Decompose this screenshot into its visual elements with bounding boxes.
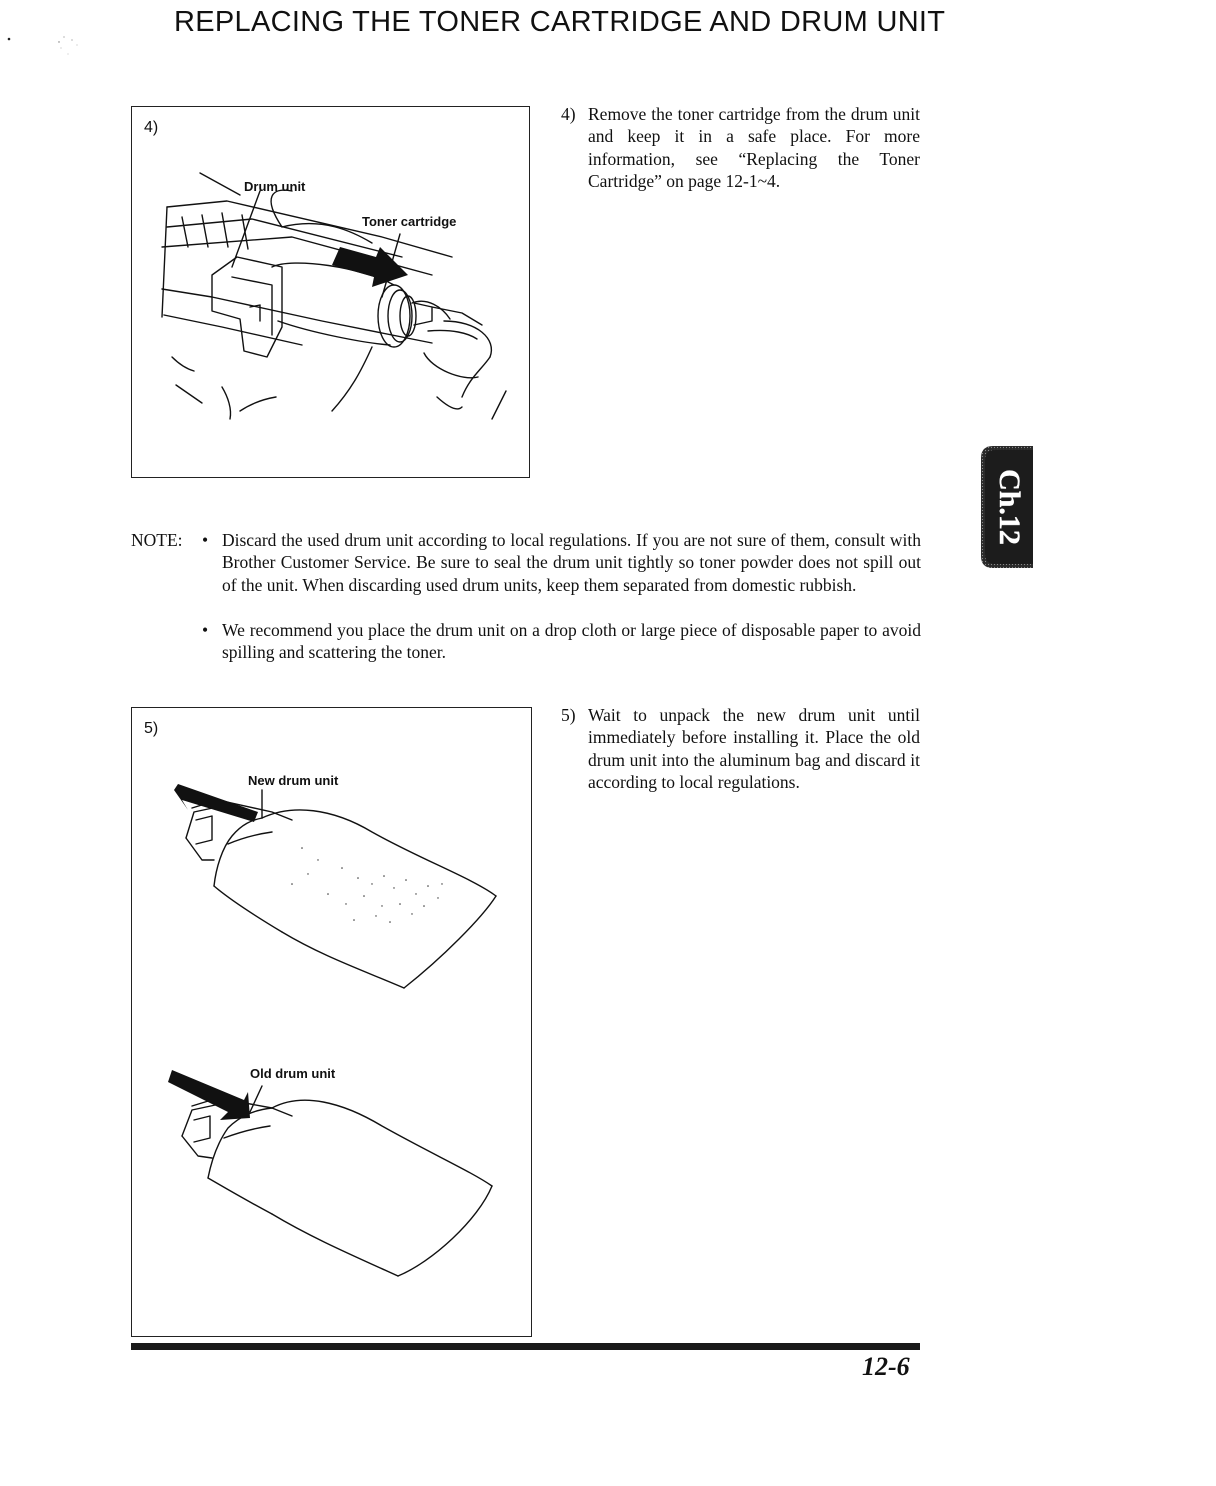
note-block [131, 529, 923, 669]
toner-cartridge-label: Toner cartridge [362, 214, 457, 229]
bullet-icon: • [202, 530, 209, 550]
new-drum-unit-label: New drum unit [248, 773, 339, 788]
note-item: Discard the used drum unit according to local regulations. If you are not sure of them, consult with Brother Customer Service. Be sure to seal the drum unit tightly so toner powder does not spill out of the unit. When discarding used drum units, keep them separated from domestic rubbish. [222, 530, 921, 595]
figure-remove-toner [131, 106, 530, 478]
drum-bag-illustration [132, 708, 531, 1336]
drum-toner-illustration [132, 107, 529, 477]
chapter-tab-label: Ch.12 [993, 469, 1026, 545]
note-item: We recommend you place the drum unit on a drop cloth or large piece of disposable paper to avoid spilling and scattering the toner. [222, 620, 921, 663]
page-number: 12-6 [862, 1352, 910, 1381]
page-title: REPLACING THE TONER CARTRIDGE AND DRUM UNIT [174, 6, 946, 38]
step-text: Wait to unpack the new drum unit until immediately before installing it. Place the old drum unit into the aluminum bag and discard it according to local regulations. [588, 705, 920, 792]
chapter-tab [981, 446, 1033, 568]
step-4 [561, 103, 921, 195]
step-5 [561, 704, 921, 819]
step-text: Remove the toner cartridge from the drum unit and keep it in a safe place. For more information, see “Replacing the Toner Cartridge” on page 12-1~4. [588, 104, 920, 191]
drum-unit-label: Drum unit [244, 179, 306, 194]
step-number: 5) [561, 705, 576, 725]
old-drum-unit-label: Old drum unit [250, 1066, 336, 1081]
scan-specks [0, 24, 100, 64]
note-label: NOTE: [131, 530, 183, 550]
bullet-icon: • [202, 620, 209, 640]
footer-rule [131, 1343, 920, 1350]
step-number: 4) [561, 104, 576, 124]
figure-number: 4) [144, 119, 159, 136]
figure-number: 5) [144, 720, 159, 737]
figure-bag-drum [131, 707, 532, 1337]
